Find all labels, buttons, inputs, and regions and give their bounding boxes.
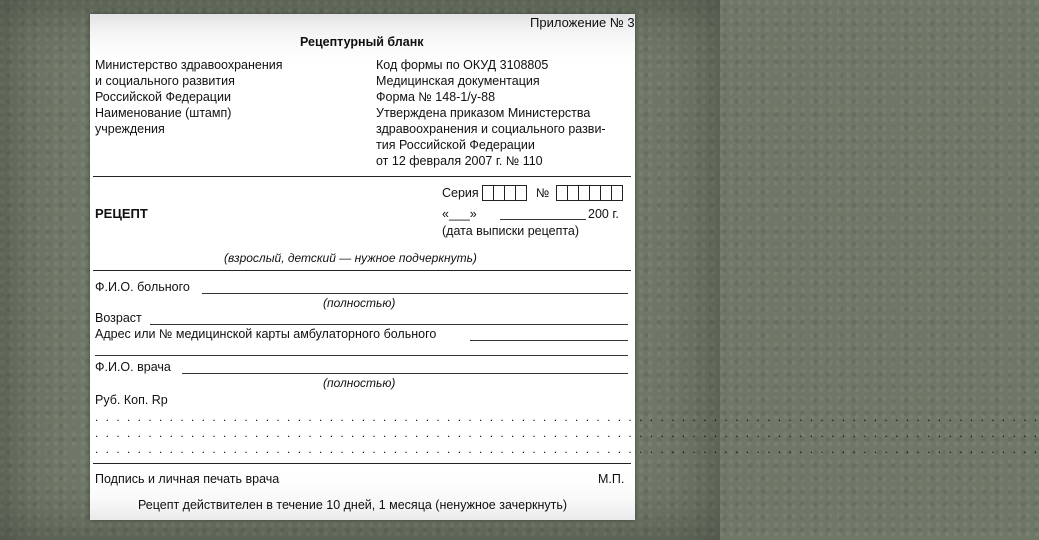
date-month-field[interactable] bbox=[500, 219, 586, 220]
date-prefix: «___» bbox=[442, 207, 477, 221]
full-name-note: (полностью) bbox=[323, 296, 396, 310]
ministry-line: Российской Федерации bbox=[95, 90, 231, 104]
prescription-form bbox=[90, 14, 1039, 520]
ministry-line: Министерство здравоохранения bbox=[95, 58, 283, 72]
address-field-line-2[interactable] bbox=[95, 355, 628, 356]
prescription-line[interactable]: . . . . . . . . . . . . . . . . . . . . . . . . . . . . . . . . . . . . . . . . . . . . . . . . . . . . . . . . . . . . . . . . . . . . . . . . . . . . . . . . . . . . . . . . . bbox=[95, 442, 1039, 456]
signature-divider bbox=[93, 463, 631, 464]
prescription-label: Руб. Коп. Rp bbox=[95, 393, 168, 407]
form-title: Рецептурный бланк bbox=[300, 35, 424, 49]
ministry-line: Наименование (штамп) bbox=[95, 106, 232, 120]
patient-name-field[interactable] bbox=[202, 293, 628, 294]
form-code-line: тия Российской Федерации bbox=[376, 138, 535, 152]
form-code-line: Медицинская документация bbox=[376, 74, 540, 88]
patient-label: Ф.И.О. больного bbox=[95, 280, 190, 294]
appendix-label: Приложение № 3 bbox=[530, 15, 635, 30]
series-boxes[interactable] bbox=[482, 185, 527, 201]
age-field[interactable] bbox=[150, 324, 628, 325]
number-boxes[interactable] bbox=[556, 185, 623, 201]
form-code-line: здравоохранения и социального разви- bbox=[376, 122, 606, 136]
stamp-label: М.П. bbox=[598, 472, 625, 486]
age-label: Возраст bbox=[95, 311, 142, 325]
date-note: (дата выписки рецепта) bbox=[442, 224, 580, 238]
address-field[interactable] bbox=[470, 340, 628, 341]
series-label: Серия bbox=[442, 186, 479, 200]
prescription-line[interactable]: . . . . . . . . . . . . . . . . . . . . . . . . . . . . . . . . . . . . . . . . . . . . . . . . . . . . . . . . . . . . . . . . . . . . . . . . . . . . . . . . . . . . . . . . . bbox=[95, 426, 1039, 440]
signature-label: Подпись и личная печать врача bbox=[95, 472, 280, 486]
header-divider bbox=[93, 176, 631, 177]
doctor-full-name-note: (полностью) bbox=[323, 376, 396, 390]
form-code-line: Код формы по ОКУД 3108805 bbox=[376, 58, 549, 72]
date-year: 200 г. bbox=[588, 207, 619, 221]
form-code-line: от 12 февраля 2007 г. № 110 bbox=[376, 154, 543, 168]
prescription-line[interactable]: . . . . . . . . . . . . . . . . . . . . . . . . . . . . . . . . . . . . . . . . . . . . . . . . . . . . . . . . . . . . . . . . . . . . . . . . . . . . . . . . . . . . . . . . . bbox=[95, 410, 1039, 424]
age-type-note: (взрослый, детский — нужное подчеркнуть) bbox=[224, 251, 477, 265]
address-label: Адрес или № медицинской карты амбулаторного больного bbox=[95, 327, 437, 341]
recipe-divider bbox=[93, 270, 631, 271]
ministry-line: учреждения bbox=[95, 122, 165, 136]
doctor-name-field[interactable] bbox=[182, 373, 628, 374]
ministry-line: и социального развития bbox=[95, 74, 235, 88]
recipe-label: РЕЦЕПТ bbox=[95, 206, 148, 221]
validity-note: Рецепт действителен в течение 10 дней, 1 месяца (ненужное зачеркнуть) bbox=[138, 498, 568, 512]
number-label: № bbox=[536, 186, 550, 200]
form-code-line: Утверждена приказом Министерства bbox=[376, 106, 591, 120]
doctor-label: Ф.И.О. врача bbox=[95, 360, 171, 374]
form-code-line: Форма № 148-1/у-88 bbox=[376, 90, 496, 104]
